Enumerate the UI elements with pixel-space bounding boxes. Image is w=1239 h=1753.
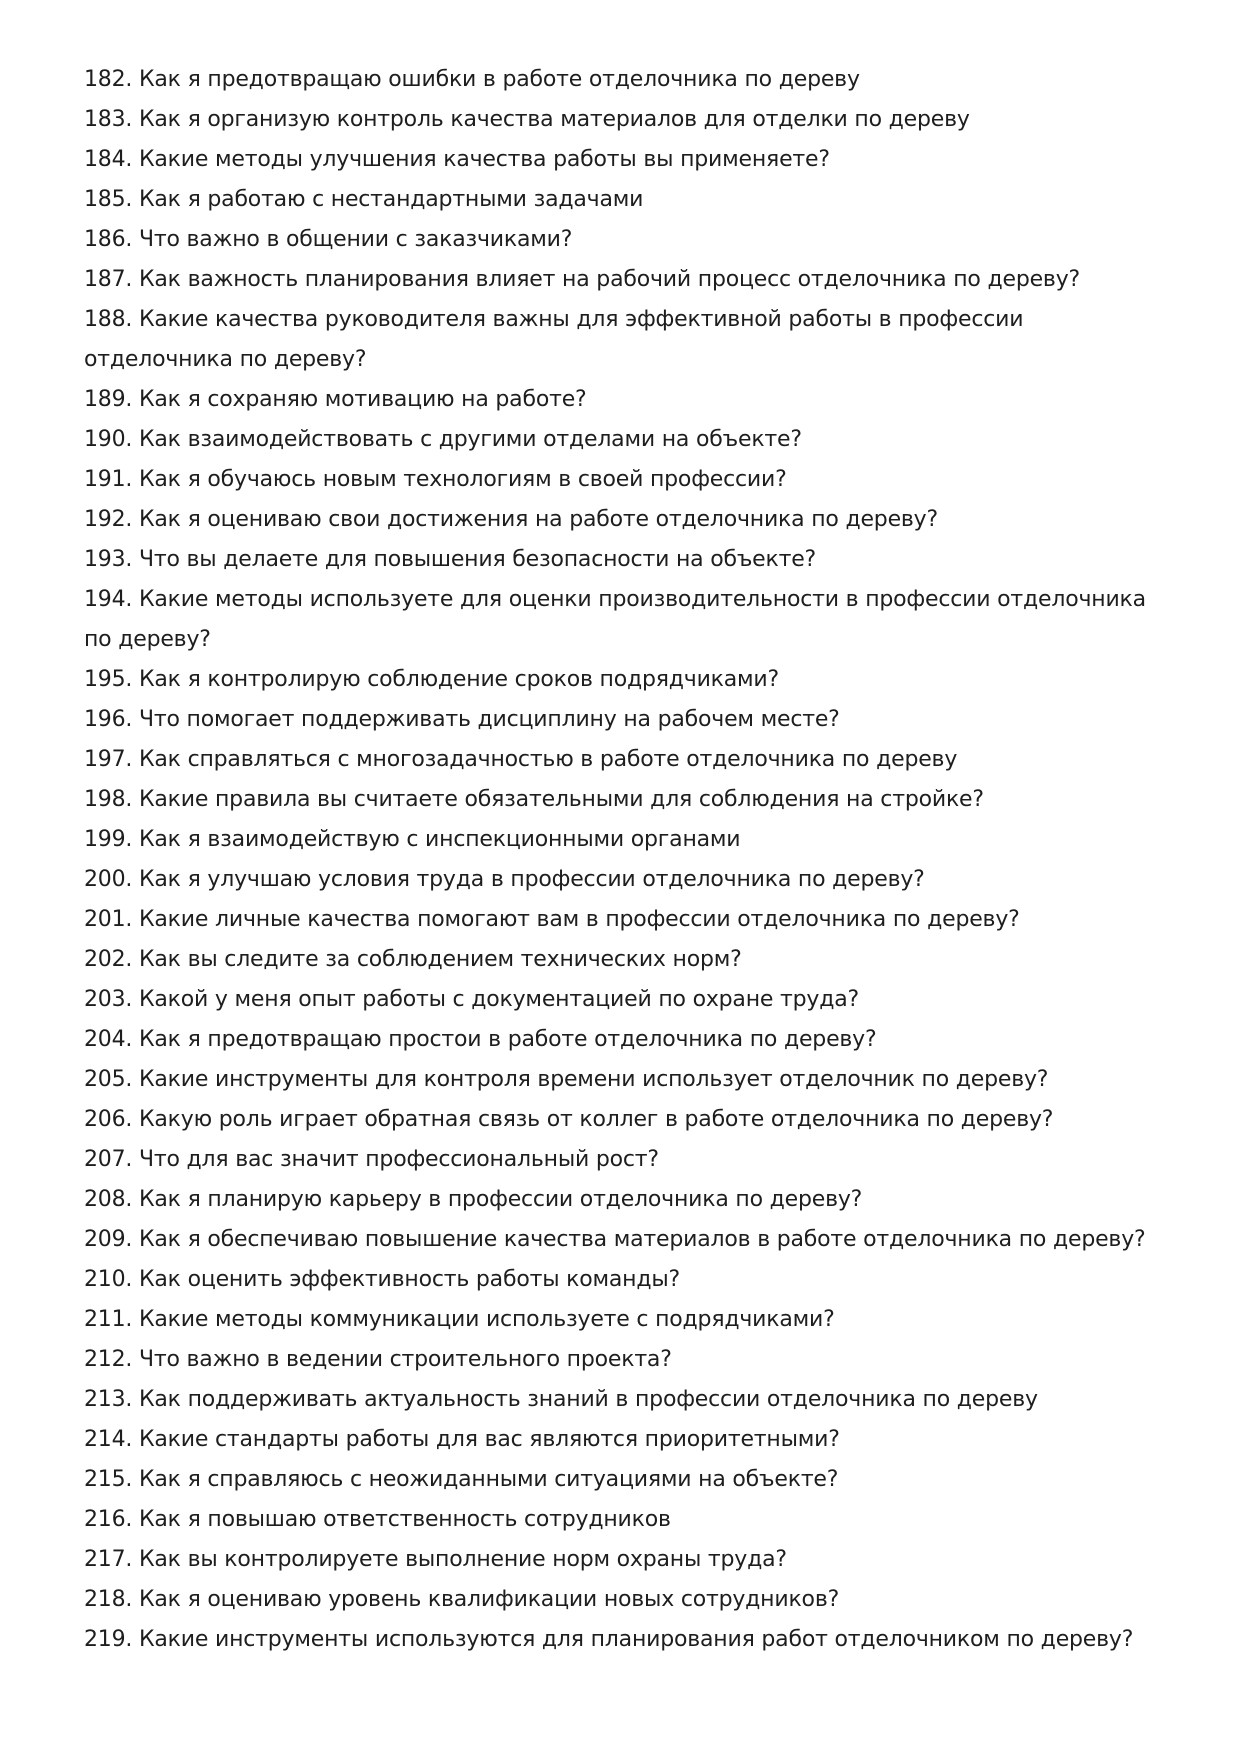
question-number: 187. [84,267,133,292]
question-number: 200. [84,867,133,892]
question-text: Как я взаимодействую с инспекционными органами [138,827,741,852]
question-number: 201. [84,907,133,932]
question-number: 193. [84,547,133,572]
question-text: Как я оцениваю свои достижения на работе отделочника по дереву? [138,507,938,532]
question-text: Какие методы используете для оценки производительности в профессии отделочника по дереву? [84,587,1146,652]
question-text: Как я оцениваю уровень квалификации новых сотрудников? [138,1587,840,1612]
list-item [84,500,1164,540]
question-number: 188. [84,307,133,332]
question-number: 203. [84,987,133,1012]
question-number: 192. [84,507,133,532]
question-number: 204. [84,1027,133,1052]
question-text: Какие инструменты используются для планирования работ отделочником по дереву? [138,1627,1134,1652]
list-item [84,180,1164,220]
list-item [84,820,1164,860]
list-item [84,1220,1164,1260]
question-number: 216. [84,1507,133,1532]
list-item [84,260,1164,300]
list-item [84,220,1164,260]
question-number: 211. [84,1307,133,1332]
list-item [84,1380,1164,1420]
question-text: Как я контролирую соблюдение сроков подрядчиками? [138,667,780,692]
question-text: Какие стандарты работы для вас являются приоритетными? [138,1427,840,1452]
question-number: 212. [84,1347,133,1372]
question-text: Что вы делаете для повышения безопасности на объекте? [138,547,817,572]
list-item [84,380,1164,420]
question-list [84,60,1164,1660]
list-item [84,1180,1164,1220]
list-item [84,1540,1164,1580]
question-number: 185. [84,187,133,212]
question-text: Какие инструменты для контроля времени использует отделочник по дереву? [138,1067,1049,1092]
question-number: 207. [84,1147,133,1172]
list-item [84,300,1164,380]
list-item [84,1340,1164,1380]
question-number: 198. [84,787,133,812]
question-text: Как я планирую карьеру в профессии отделочника по дереву? [138,1187,863,1212]
question-text: Какие методы коммуникации используете с подрядчиками? [138,1307,835,1332]
list-item [84,1500,1164,1540]
question-number: 186. [84,227,133,252]
list-item [84,1100,1164,1140]
list-item [84,540,1164,580]
question-number: 189. [84,387,133,412]
question-text: Как я предотвращаю простои в работе отделочника по дереву? [138,1027,877,1052]
question-number: 208. [84,1187,133,1212]
list-item [84,1460,1164,1500]
list-item [84,1060,1164,1100]
question-text: Что важно в ведении строительного проекта? [138,1347,672,1372]
question-number: 206. [84,1107,133,1132]
question-number: 196. [84,707,133,732]
question-number: 215. [84,1467,133,1492]
question-text: Что помогает поддерживать дисциплину на рабочем месте? [138,707,840,732]
question-text: Какие личные качества помогают вам в профессии отделочника по дереву? [138,907,1020,932]
question-text: Как поддерживать актуальность знаний в профессии отделочника по дереву [138,1387,1038,1412]
question-number: 191. [84,467,133,492]
list-item [84,100,1164,140]
question-number: 219. [84,1627,133,1652]
question-number: 213. [84,1387,133,1412]
question-text: Как оценить эффективность работы команды? [138,1267,681,1292]
question-number: 205. [84,1067,133,1092]
list-item [84,780,1164,820]
list-item [84,860,1164,900]
question-text: Как важность планирования влияет на рабочий процесс отделочника по дереву? [138,267,1080,292]
list-item [84,1140,1164,1180]
list-item [84,420,1164,460]
list-item [84,660,1164,700]
list-item [84,460,1164,500]
question-text: Как я организую контроль качества материалов для отделки по дереву [138,107,970,132]
document-page [84,60,1164,1660]
list-item [84,60,1164,100]
question-text: Как я повышаю ответственность сотрудников [138,1507,671,1532]
question-text: Какие качества руководителя важны для эффективной работы в профессии отделочника по дереву? [84,307,1024,372]
question-number: 197. [84,747,133,772]
question-text: Как я справляюсь с неожиданными ситуациями на объекте? [138,1467,839,1492]
question-number: 210. [84,1267,133,1292]
question-text: Как взаимодействовать с другими отделами на объекте? [138,427,802,452]
list-item [84,140,1164,180]
question-text: Какой у меня опыт работы с документацией по охране труда? [138,987,859,1012]
question-text: Как вы контролируете выполнение норм охраны труда? [138,1547,787,1572]
question-number: 195. [84,667,133,692]
question-text: Какую роль играет обратная связь от коллег в работе отделочника по дереву? [138,1107,1054,1132]
question-number: 199. [84,827,133,852]
question-number: 218. [84,1587,133,1612]
list-item [84,1580,1164,1620]
list-item [84,740,1164,780]
question-text: Какие методы улучшения качества работы вы применяете? [138,147,830,172]
question-number: 194. [84,587,133,612]
list-item [84,1300,1164,1340]
question-number: 217. [84,1547,133,1572]
list-item [84,1020,1164,1060]
question-text: Как я улучшаю условия труда в профессии отделочника по дереву? [138,867,925,892]
question-number: 182. [84,67,133,92]
question-text: Что важно в общении с заказчиками? [138,227,573,252]
list-item [84,980,1164,1020]
list-item [84,940,1164,980]
question-text: Как я работаю с нестандартными задачами [138,187,644,212]
question-number: 209. [84,1227,133,1252]
question-text: Как справляться с многозадачностью в работе отделочника по дереву [138,747,958,772]
question-text: Как я сохраняю мотивацию на работе? [138,387,587,412]
question-text: Как я обеспечиваю повышение качества материалов в работе отделочника по дереву? [138,1227,1146,1252]
list-item [84,580,1164,660]
list-item [84,900,1164,940]
question-text: Как вы следите за соблюдением технических норм? [138,947,742,972]
list-item [84,1620,1164,1660]
question-text: Что для вас значит профессиональный рост? [138,1147,659,1172]
question-text: Как я обучаюсь новым технологиям в своей профессии? [138,467,787,492]
question-text: Как я предотвращаю ошибки в работе отделочника по дереву [138,67,860,92]
list-item [84,1420,1164,1460]
question-text: Какие правила вы считаете обязательными для соблюдения на стройке? [138,787,984,812]
list-item [84,1260,1164,1300]
question-number: 183. [84,107,133,132]
question-number: 202. [84,947,133,972]
question-number: 184. [84,147,133,172]
question-number: 190. [84,427,133,452]
question-number: 214. [84,1427,133,1452]
list-item [84,700,1164,740]
